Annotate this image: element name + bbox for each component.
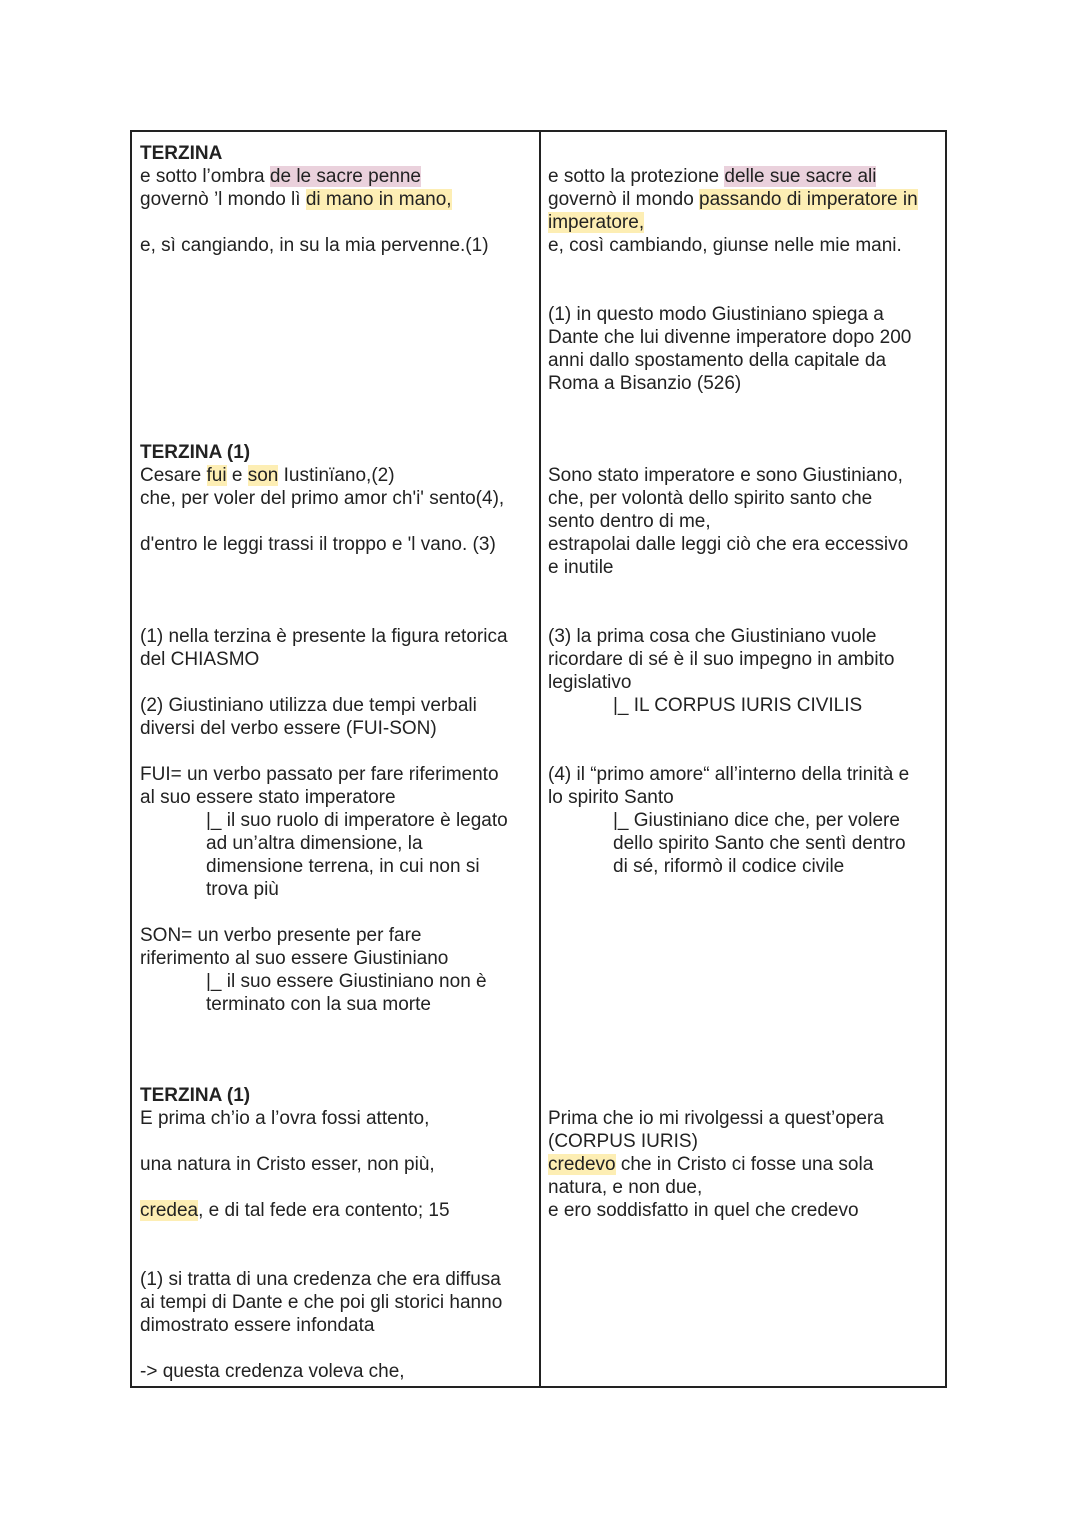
paraphrase-line: credevo che in Cristo ci fosse una sola	[548, 1154, 874, 1175]
paraphrase-line: sento dentro di me,	[548, 511, 711, 532]
sub-note-line: dimensione terrena, in cui non si	[206, 856, 480, 877]
paraphrase-line	[548, 211, 644, 234]
highlight: delle sue sacre ali	[724, 166, 877, 187]
note-line: del CHIASMO	[140, 649, 260, 670]
note-line: SON= un verbo presente per fare	[140, 925, 422, 946]
note-line: ai tempi di Dante e che poi gli storici hanno	[140, 1292, 503, 1313]
sub-note-line: ad un’altra dimensione, la	[206, 833, 423, 854]
highlight: fui	[206, 465, 227, 486]
highlight: de le sacre penne	[269, 166, 421, 187]
terzina-heading: TERZINA (1)	[140, 442, 251, 463]
sub-note-line: |_ il suo essere Giustiniano non è	[206, 971, 487, 992]
note-line: -> questa credenza voleva che,	[140, 1361, 405, 1382]
paraphrase-line: Sono stato imperatore e sono Giustiniano,	[548, 465, 903, 486]
paraphrase-line: e ero soddisfatto in quel che credevo	[548, 1200, 859, 1221]
terzina-heading: TERZINA (1)	[140, 1085, 251, 1106]
paraphrase-line: e, così cambiando, giunse nelle mie mani.	[548, 235, 902, 256]
sub-note-line: trova più	[206, 879, 279, 900]
verse-line: e, sì cangiando, in su la mia pervenne.(1)	[140, 235, 489, 256]
paraphrase-line: che, per volontà dello spirito santo che	[548, 488, 873, 509]
note-line: (4) il “primo amore“ all’interno della trinità e	[548, 764, 910, 785]
note-line: (1) si tratta di una credenza che era diffusa	[140, 1269, 501, 1290]
sub-note-line: di sé, riformò il codice civile	[613, 856, 845, 877]
paraphrase-line: e sotto la protezione delle sue sacre ali	[548, 166, 877, 187]
verse-line: che, per voler del primo amor ch'i' sento(4),	[140, 488, 505, 509]
note-line: diversi del verbo essere (FUI-SON)	[140, 718, 437, 739]
note-line: (1) nella terzina è presente la figura retorica	[140, 626, 508, 647]
note-line: anni dallo spostamento della capitale da	[548, 350, 887, 371]
sub-note-line: dello spirito Santo che sentì dentro	[613, 833, 906, 854]
note-line: ricordare di sé è il suo impegno in ambito	[548, 649, 895, 670]
verse-line: d'entro le leggi trassi il troppo e 'l vano. (3)	[140, 534, 496, 555]
paraphrase-line: natura, e non due,	[548, 1177, 703, 1198]
note-line: (3) la prima cosa che Giustiniano vuole	[548, 626, 877, 647]
highlight: credea	[140, 1200, 199, 1221]
paraphrase-line: (CORPUS IURIS)	[548, 1131, 698, 1152]
verse-line: credea, e di tal fede era contento; 15	[140, 1200, 450, 1221]
verse-line: Cesare fui e son Iustinïano,(2)	[140, 465, 395, 486]
verse-line: una natura in Cristo esser, non più,	[140, 1154, 435, 1175]
note-line: lo spirito Santo	[548, 787, 674, 808]
verse-line: e sotto l’ombra de le sacre penne	[140, 166, 421, 187]
paraphrase-line: e inutile	[548, 557, 614, 578]
highlight: di mano in mano,	[305, 189, 452, 210]
sub-note-line: terminato con la sua morte	[206, 994, 431, 1015]
paraphrase-line: estrapolai dalle leggi ciò che era eccessivo	[548, 534, 909, 555]
verse-line: E prima ch’io a l’ovra fossi attento,	[140, 1108, 430, 1129]
verse-line: governò ’l mondo lì di mano in mano,	[140, 189, 452, 210]
note-line: riferimento al suo essere Giustiniano	[140, 948, 449, 969]
note-line: Dante che lui divenne imperatore dopo 200	[548, 327, 912, 348]
note-line: Roma a Bisanzio (526)	[548, 373, 742, 394]
terzina-heading: TERZINA	[140, 143, 223, 164]
highlight: imperatore,	[548, 212, 645, 233]
column-divider	[539, 132, 541, 1386]
note-line: FUI= un verbo passato per fare riferimento	[140, 764, 499, 785]
note-line: legislativo	[548, 672, 632, 693]
notes-table	[130, 130, 947, 1388]
highlight: son	[247, 465, 279, 486]
paraphrase-line: Prima che io mi rivolgessi a quest’opera	[548, 1108, 884, 1129]
note-line: (2) Giustiniano utilizza due tempi verbali	[140, 695, 477, 716]
sub-note-line: |_ il suo ruolo di imperatore è legato	[206, 810, 508, 831]
note-line: dimostrato essere infondata	[140, 1315, 375, 1336]
highlight: credevo	[548, 1154, 616, 1175]
sub-note-line: |_ IL CORPUS IURIS CIVILIS	[613, 695, 863, 716]
note-line: (1) in questo modo Giustiniano spiega a	[548, 304, 884, 325]
paraphrase-line: governò il mondo passando di imperatore in	[548, 189, 918, 210]
sub-note-line: |_ Giustiniano dice che, per volere	[613, 810, 900, 831]
highlight: passando di imperatore in	[699, 189, 918, 210]
note-line: al suo essere stato imperatore	[140, 787, 396, 808]
